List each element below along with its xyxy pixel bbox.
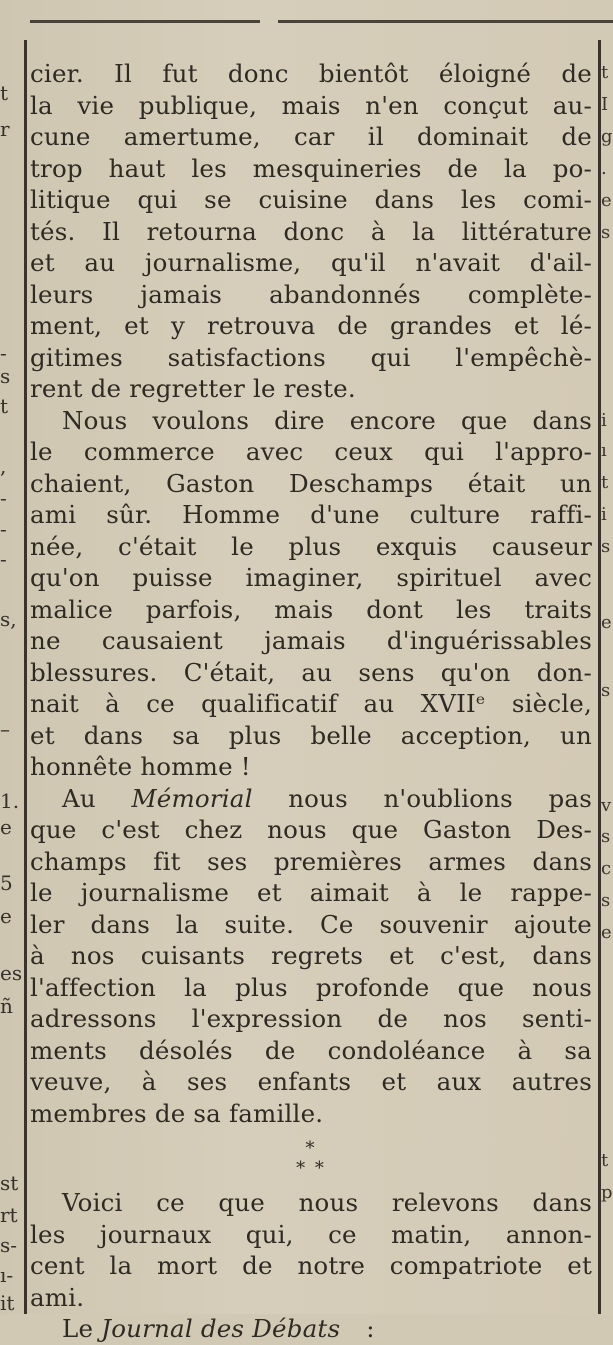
source-newspaper-title: Journal des Débats bbox=[101, 1314, 341, 1343]
fragment: t bbox=[0, 82, 9, 104]
text-line: ami sûr. Homme d'une culture raffi- bbox=[30, 500, 592, 529]
fragment: c bbox=[601, 858, 612, 879]
text-line: ne causaient jamais d'inguérissables bbox=[30, 626, 592, 655]
text-line: blessures. C'était, au sens qu'on don- bbox=[30, 657, 592, 687]
fragment: st bbox=[0, 1172, 19, 1194]
fragment: s, bbox=[0, 608, 17, 630]
text-line: trop haut les mesquineries de la po- bbox=[30, 153, 592, 183]
text-line: et dans sa plus belle acception, un bbox=[30, 720, 592, 750]
text-line: ami. bbox=[30, 1282, 85, 1312]
fragment: ı bbox=[601, 440, 607, 461]
text-line: membres de sa famille. bbox=[30, 1098, 324, 1128]
fragment: - bbox=[0, 548, 7, 570]
text-line: le commerce avec ceux qui l'appro- bbox=[30, 437, 592, 466]
section-separator-asterism: * * * bbox=[296, 1138, 326, 1179]
fragment: ñ bbox=[0, 995, 13, 1017]
text-line bbox=[30, 783, 592, 815]
memorial-title: Mémorial bbox=[131, 783, 253, 813]
source-attribution bbox=[30, 1313, 592, 1345]
memorial-prefix: Au bbox=[62, 783, 96, 813]
text-line: et au journalisme, qu'il n'avait d'ail- bbox=[30, 248, 592, 277]
column-rule-left bbox=[24, 40, 27, 1314]
text-line: Nous voulons dire encore que dans bbox=[62, 405, 592, 435]
text-line: ler dans la suite. Ce souvenir ajoute bbox=[30, 909, 592, 939]
source-prefix: Le bbox=[62, 1314, 94, 1343]
fragment: - bbox=[0, 487, 7, 509]
fragment: r bbox=[0, 118, 10, 140]
text-line: que c'est chez nous que Gaston Des- bbox=[30, 815, 592, 844]
memorial-rest: nous n'oublions pas bbox=[288, 783, 592, 813]
text-line: leurs jamais abandonnés complète- bbox=[30, 279, 592, 309]
text-line: litique qui se cuisine dans les comi- bbox=[30, 185, 592, 214]
fragment: t bbox=[601, 472, 609, 493]
fragment: s bbox=[601, 826, 611, 847]
text-line: à nos cuisants regrets et c'est, dans bbox=[30, 941, 592, 970]
fragment: e bbox=[0, 905, 12, 927]
article-column bbox=[30, 58, 592, 1345]
fragment: s bbox=[601, 890, 611, 911]
text-line: la vie publique, mais n'en conçut au- bbox=[30, 90, 592, 120]
text-line: cier. Il fut donc bientôt éloigné de bbox=[30, 59, 592, 88]
text-line: honnête homme ! bbox=[30, 752, 251, 781]
fragment: i bbox=[601, 410, 607, 431]
text-line: ments désolés de condoléance à sa bbox=[30, 1035, 592, 1065]
fragment: t bbox=[0, 395, 9, 417]
fragment: – bbox=[0, 718, 10, 740]
text-line: nait à ce qualificatif au XVIIᵉ siècle, bbox=[30, 689, 592, 718]
text-line: cent la mort de notre compatriote et bbox=[30, 1251, 592, 1280]
fragment: es bbox=[0, 962, 22, 984]
fragment: , bbox=[0, 455, 7, 477]
fragment: s bbox=[601, 222, 611, 243]
fragment: it bbox=[0, 1292, 15, 1314]
fragment: g bbox=[601, 126, 613, 147]
left-column-fragments bbox=[0, 0, 22, 1314]
fragment: e bbox=[601, 922, 612, 943]
fragment: t bbox=[601, 62, 609, 83]
fragment: p bbox=[601, 1182, 613, 1203]
text-line: adressons l'expression de nos senti- bbox=[30, 1004, 592, 1033]
fragment: I bbox=[601, 94, 609, 115]
paragraph-press-intro bbox=[30, 1187, 592, 1313]
fragment: s bbox=[601, 536, 611, 557]
right-column-fragments bbox=[599, 0, 613, 1314]
fragment: e bbox=[601, 190, 612, 211]
text-line: cune amertume, car il dominait de bbox=[30, 122, 592, 151]
fragment: rt bbox=[0, 1204, 18, 1226]
text-line: les journaux qui, ce matin, annon- bbox=[30, 1219, 592, 1249]
text-line: tés. Il retourna donc à la littérature bbox=[30, 216, 592, 246]
paragraph-character bbox=[30, 405, 592, 783]
fragment: 5 bbox=[0, 872, 13, 894]
text-line: veuve, à ses enfants et aux autres bbox=[30, 1067, 592, 1096]
text-line: le journalisme et aimait à le rappe- bbox=[30, 878, 592, 907]
paragraph-retirement bbox=[30, 58, 592, 405]
fragment: s bbox=[601, 680, 611, 701]
text-line: gitimes satisfactions qui l'empêchè- bbox=[30, 342, 592, 372]
fragment: i bbox=[601, 504, 607, 525]
fragment: - bbox=[0, 342, 7, 364]
fragment: 1. bbox=[0, 790, 20, 812]
text-line: née, c'était le plus exquis causeur bbox=[30, 531, 592, 561]
fragment: e bbox=[0, 816, 12, 838]
fragment: e bbox=[601, 612, 612, 633]
fragment: s bbox=[0, 365, 11, 387]
top-rule-left bbox=[30, 20, 260, 23]
source-colon: : bbox=[366, 1314, 375, 1343]
fragment: . bbox=[601, 158, 607, 179]
fragment: - bbox=[0, 518, 7, 540]
fragment: v bbox=[601, 795, 612, 816]
top-rule-right bbox=[278, 20, 613, 23]
text-line: rent de regretter le reste. bbox=[30, 374, 356, 403]
fragment: s- bbox=[0, 1234, 18, 1256]
text-line: Voici ce que nous relevons dans bbox=[62, 1188, 592, 1217]
text-line: l'affection la plus profonde que nous bbox=[30, 972, 592, 1002]
text-line: champs fit ses premières armes dans bbox=[30, 846, 592, 876]
text-line: chaient, Gaston Deschamps était un bbox=[30, 468, 592, 498]
fragment: ı- bbox=[0, 1264, 14, 1286]
text-line: ment, et y retrouva de grandes et lé- bbox=[30, 311, 592, 340]
paragraph-memorial bbox=[30, 783, 592, 1130]
fragment: t bbox=[601, 1150, 609, 1171]
text-line: qu'on puisse imaginer, spirituel avec bbox=[30, 563, 592, 592]
text-line: malice parfois, mais dont les traits bbox=[30, 594, 592, 624]
